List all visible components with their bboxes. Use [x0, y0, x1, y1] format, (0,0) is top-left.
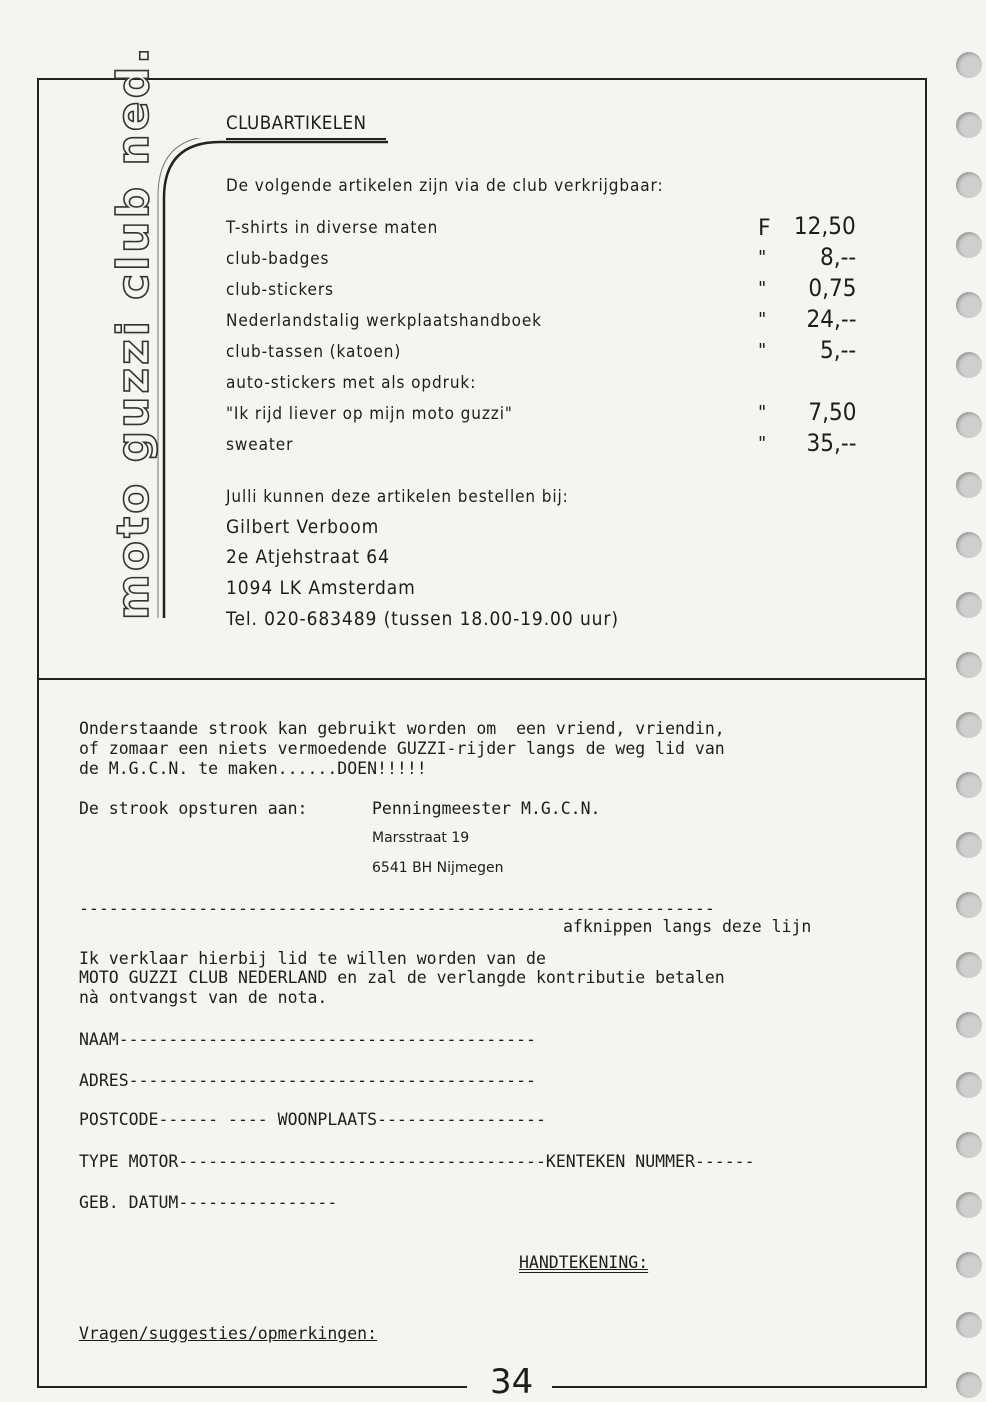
- send-label: De strook opsturen aan:: [79, 799, 308, 818]
- binding-hole: [956, 1072, 982, 1098]
- binding-hole: [956, 52, 982, 78]
- declaration-line: nà ontvangst van de nota.: [79, 988, 328, 1007]
- article-label: auto-stickers met als opdruk:: [226, 373, 477, 393]
- ditto-mark: ": [758, 402, 767, 423]
- cut-line: ----------------------------------------------------------------: [79, 899, 715, 918]
- article-price: 12,50: [794, 212, 856, 240]
- strook-line: Onderstaande strook kan gebruikt worden om een vriend, vriendin,: [79, 719, 725, 738]
- ditto-mark: ": [758, 278, 767, 299]
- binding-hole: [956, 712, 982, 738]
- send-city: 6541 BH Nijmegen: [372, 860, 504, 876]
- binding-hole: [956, 952, 982, 978]
- field-geb-datum[interactable]: GEB. DATUM----------------: [79, 1193, 338, 1212]
- article-label: T-shirts in diverse maten: [226, 218, 439, 238]
- bottom-rule-right: [552, 1386, 927, 1388]
- article-label: sweater: [226, 435, 294, 455]
- binding-hole: [956, 892, 982, 918]
- field-adres[interactable]: ADRES-----------------------------------------: [79, 1071, 536, 1090]
- binding-hole: [956, 772, 982, 798]
- contact-phone: Tel. 020-683489 (tussen 18.00-19.00 uur): [226, 608, 619, 630]
- club-logo-vertical: moto guzzi club ned.: [108, 44, 159, 620]
- binding-hole: [956, 1012, 982, 1038]
- contact-street: 2e Atjehstraat 64: [226, 546, 390, 568]
- send-to: Penningmeester M.G.C.N.: [372, 799, 601, 818]
- article-price: 7,50: [807, 398, 856, 426]
- article-label: club-tassen (katoen): [226, 342, 402, 362]
- cut-instruction: afknippen langs deze lijn: [563, 917, 812, 936]
- binding-hole: [956, 1252, 982, 1278]
- article-label: Nederlandstalig werkplaatshandboek: [226, 311, 542, 331]
- strook-line: of zomaar een niets vermoedende GUZZI-rijder langs de weg lid van: [79, 739, 725, 758]
- bottom-rule-left: [37, 1386, 467, 1388]
- binding-hole: [956, 412, 982, 438]
- currency-mark: F: [758, 216, 771, 241]
- binding-hole: [956, 1132, 982, 1158]
- intro-text: De volgende artikelen zijn via de club verkrijgbaar:: [226, 176, 664, 196]
- binding-hole: [956, 1372, 982, 1398]
- ditto-mark: ": [758, 433, 767, 454]
- binding-hole: [956, 292, 982, 318]
- article-label: club-stickers: [226, 280, 334, 300]
- contact-name: Gilbert Verboom: [226, 516, 380, 538]
- ditto-mark: ": [758, 340, 767, 361]
- ditto-mark: ": [758, 247, 767, 268]
- binding-hole: [956, 532, 982, 558]
- ditto-mark: ": [758, 309, 767, 330]
- send-street: Marsstraat 19: [372, 830, 470, 846]
- field-postcode-woonplaats[interactable]: POSTCODE------ ---- WOONPLAATS-----------------: [79, 1110, 546, 1129]
- binding-hole: [956, 112, 982, 138]
- signature-label[interactable]: HANDTEKENING:: [519, 1253, 649, 1272]
- binding-hole: [956, 832, 982, 858]
- article-price: 24,--: [806, 305, 856, 333]
- order-intro: Julli kunnen deze artikelen bestellen bij:: [226, 487, 569, 507]
- section-title: CLUBARTIKELEN: [226, 112, 367, 134]
- page-number: 34: [484, 1362, 539, 1402]
- declaration-line: Ik verklaar hierbij lid te willen worden van de: [79, 949, 546, 968]
- article-price: 5,--: [819, 336, 856, 364]
- strook-line: de M.G.C.N. te maken......DOEN!!!!!: [79, 759, 427, 778]
- article-label: club-badges: [226, 249, 330, 269]
- article-label: "Ik rijd liever op mijn moto guzzi": [226, 404, 513, 424]
- title-underline: [226, 138, 386, 140]
- field-type-motor-kenteken[interactable]: TYPE MOTOR-------------------------------------KENTEKEN NUMMER------: [79, 1152, 755, 1171]
- questions-label[interactable]: Vragen/suggesties/opmerkingen:: [79, 1324, 378, 1343]
- article-price: 35,--: [806, 429, 856, 457]
- binding-hole: [956, 1192, 982, 1218]
- field-naam[interactable]: NAAM------------------------------------------: [79, 1030, 536, 1049]
- binding-hole: [956, 1312, 982, 1338]
- section-divider: [37, 678, 927, 680]
- binding-hole: [956, 232, 982, 258]
- binding-hole: [956, 592, 982, 618]
- declaration-line: MOTO GUZZI CLUB NEDERLAND en zal de verlangde kontributie betalen: [79, 968, 725, 987]
- binding-hole: [956, 652, 982, 678]
- binding-hole: [956, 352, 982, 378]
- contact-city: 1094 LK Amsterdam: [226, 577, 416, 599]
- binding-hole: [956, 172, 982, 198]
- article-price: 0,75: [807, 274, 856, 302]
- article-price: 8,--: [819, 243, 856, 271]
- binding-hole: [956, 472, 982, 498]
